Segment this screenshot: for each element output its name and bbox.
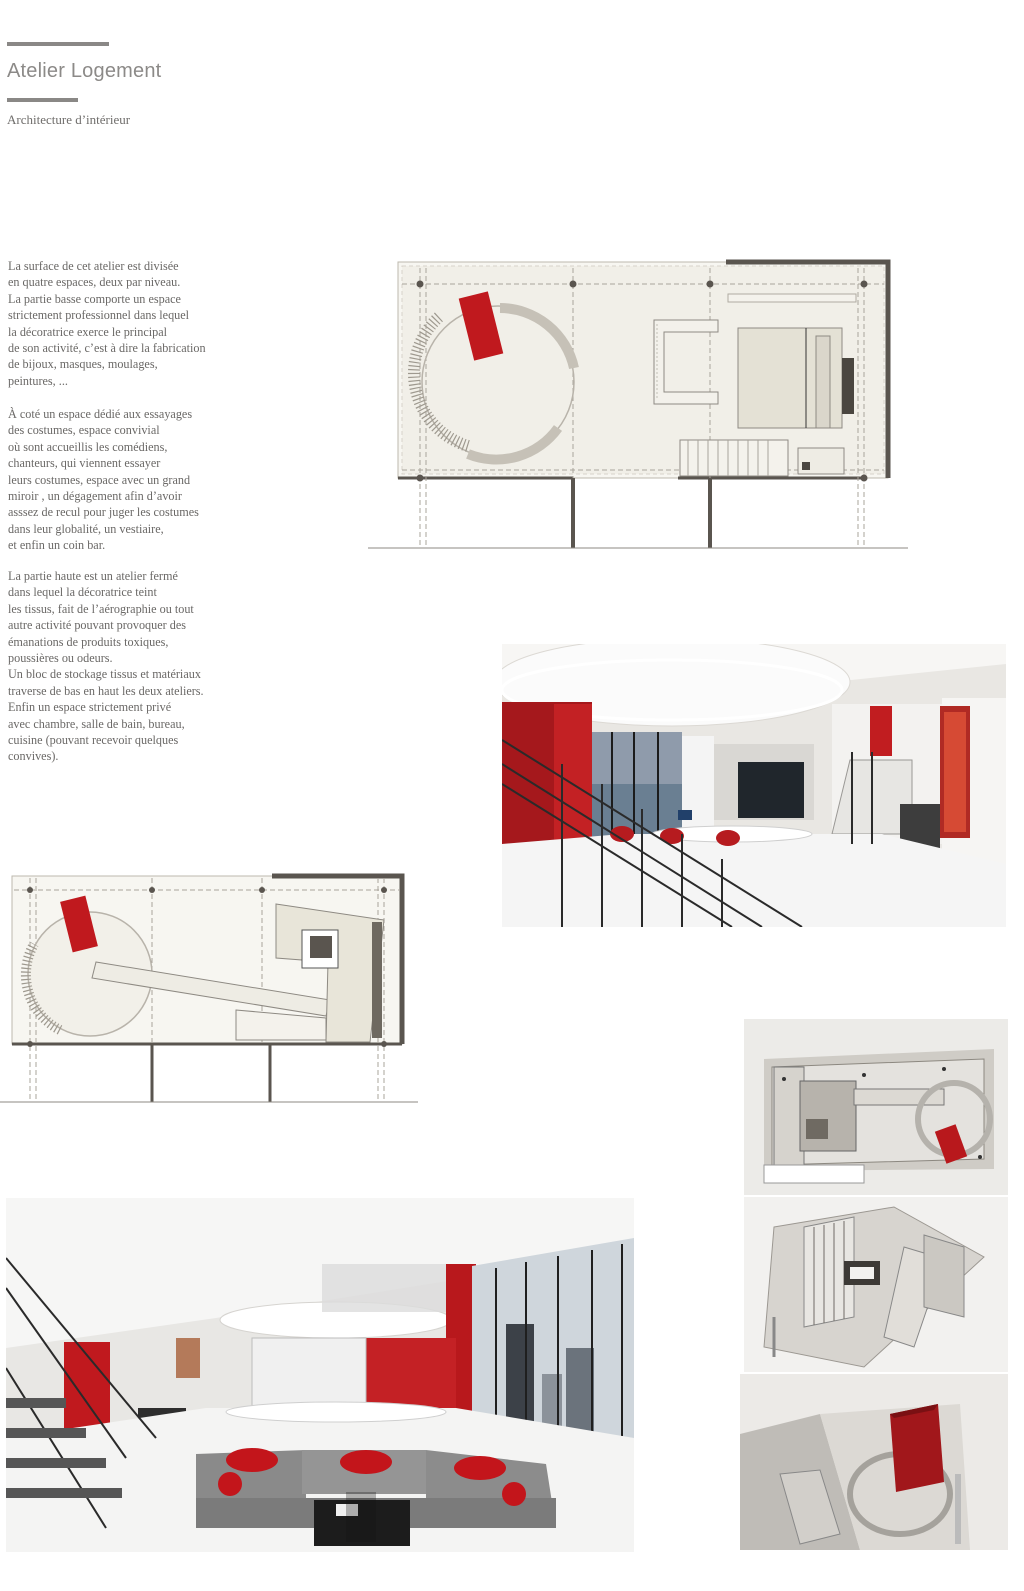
description-paragraph-1: La surface de cet atelier est divisée en quatre espaces, deux par niveau. La partie basse comporte un espace strictement professionnel dans lequel la décoratrice exerce le principal de son activité, c’est à dire la fabrication de bijoux, masques, moulages, peintures, ...	[8, 259, 206, 388]
description-paragraph-2: À coté un espace dédié aux essayages des costumes, espace convivial où sont accueillis les comédiens, chanteurs, qui viennent essayer leurs costumes, espace avec un grand miroir , un dégagement afin d’avoir asssez de recul pour juger les costumes dans leur globalité, un vestiaire, et enfin un coin bar.	[8, 407, 199, 553]
header-rule-bottom	[7, 98, 78, 102]
page-subtitle: Architecture d’intérieur	[7, 112, 131, 127]
model-photo-red-volume	[740, 1374, 1008, 1550]
page-title: Atelier Logement	[7, 60, 162, 82]
floor-plan-upper-level	[0, 870, 420, 1110]
model-photo-top-view	[744, 1019, 1008, 1195]
description-paragraph-3: La partie haute est un atelier fermé dans lequel la décoratrice teint les tissus, fait de l’aérographie ou tout autre activité pouvant provoquer des émanations de produits toxiques, poussières ou odeurs. Un bloc de stockage tissus et matériaux traverse de bas en haut les deux ateliers. Enfin un espace strictement privé avec chambre, salle de bain, bureau, cuisine (pouvant recevoir quelques convives).	[8, 569, 204, 764]
model-photo-perspective	[744, 1197, 1008, 1372]
interior-render-mezzanine	[502, 644, 1006, 927]
interior-render-living-room	[6, 1198, 634, 1552]
header-rule-top	[7, 42, 109, 46]
floor-plan-lower-level	[368, 256, 913, 552]
